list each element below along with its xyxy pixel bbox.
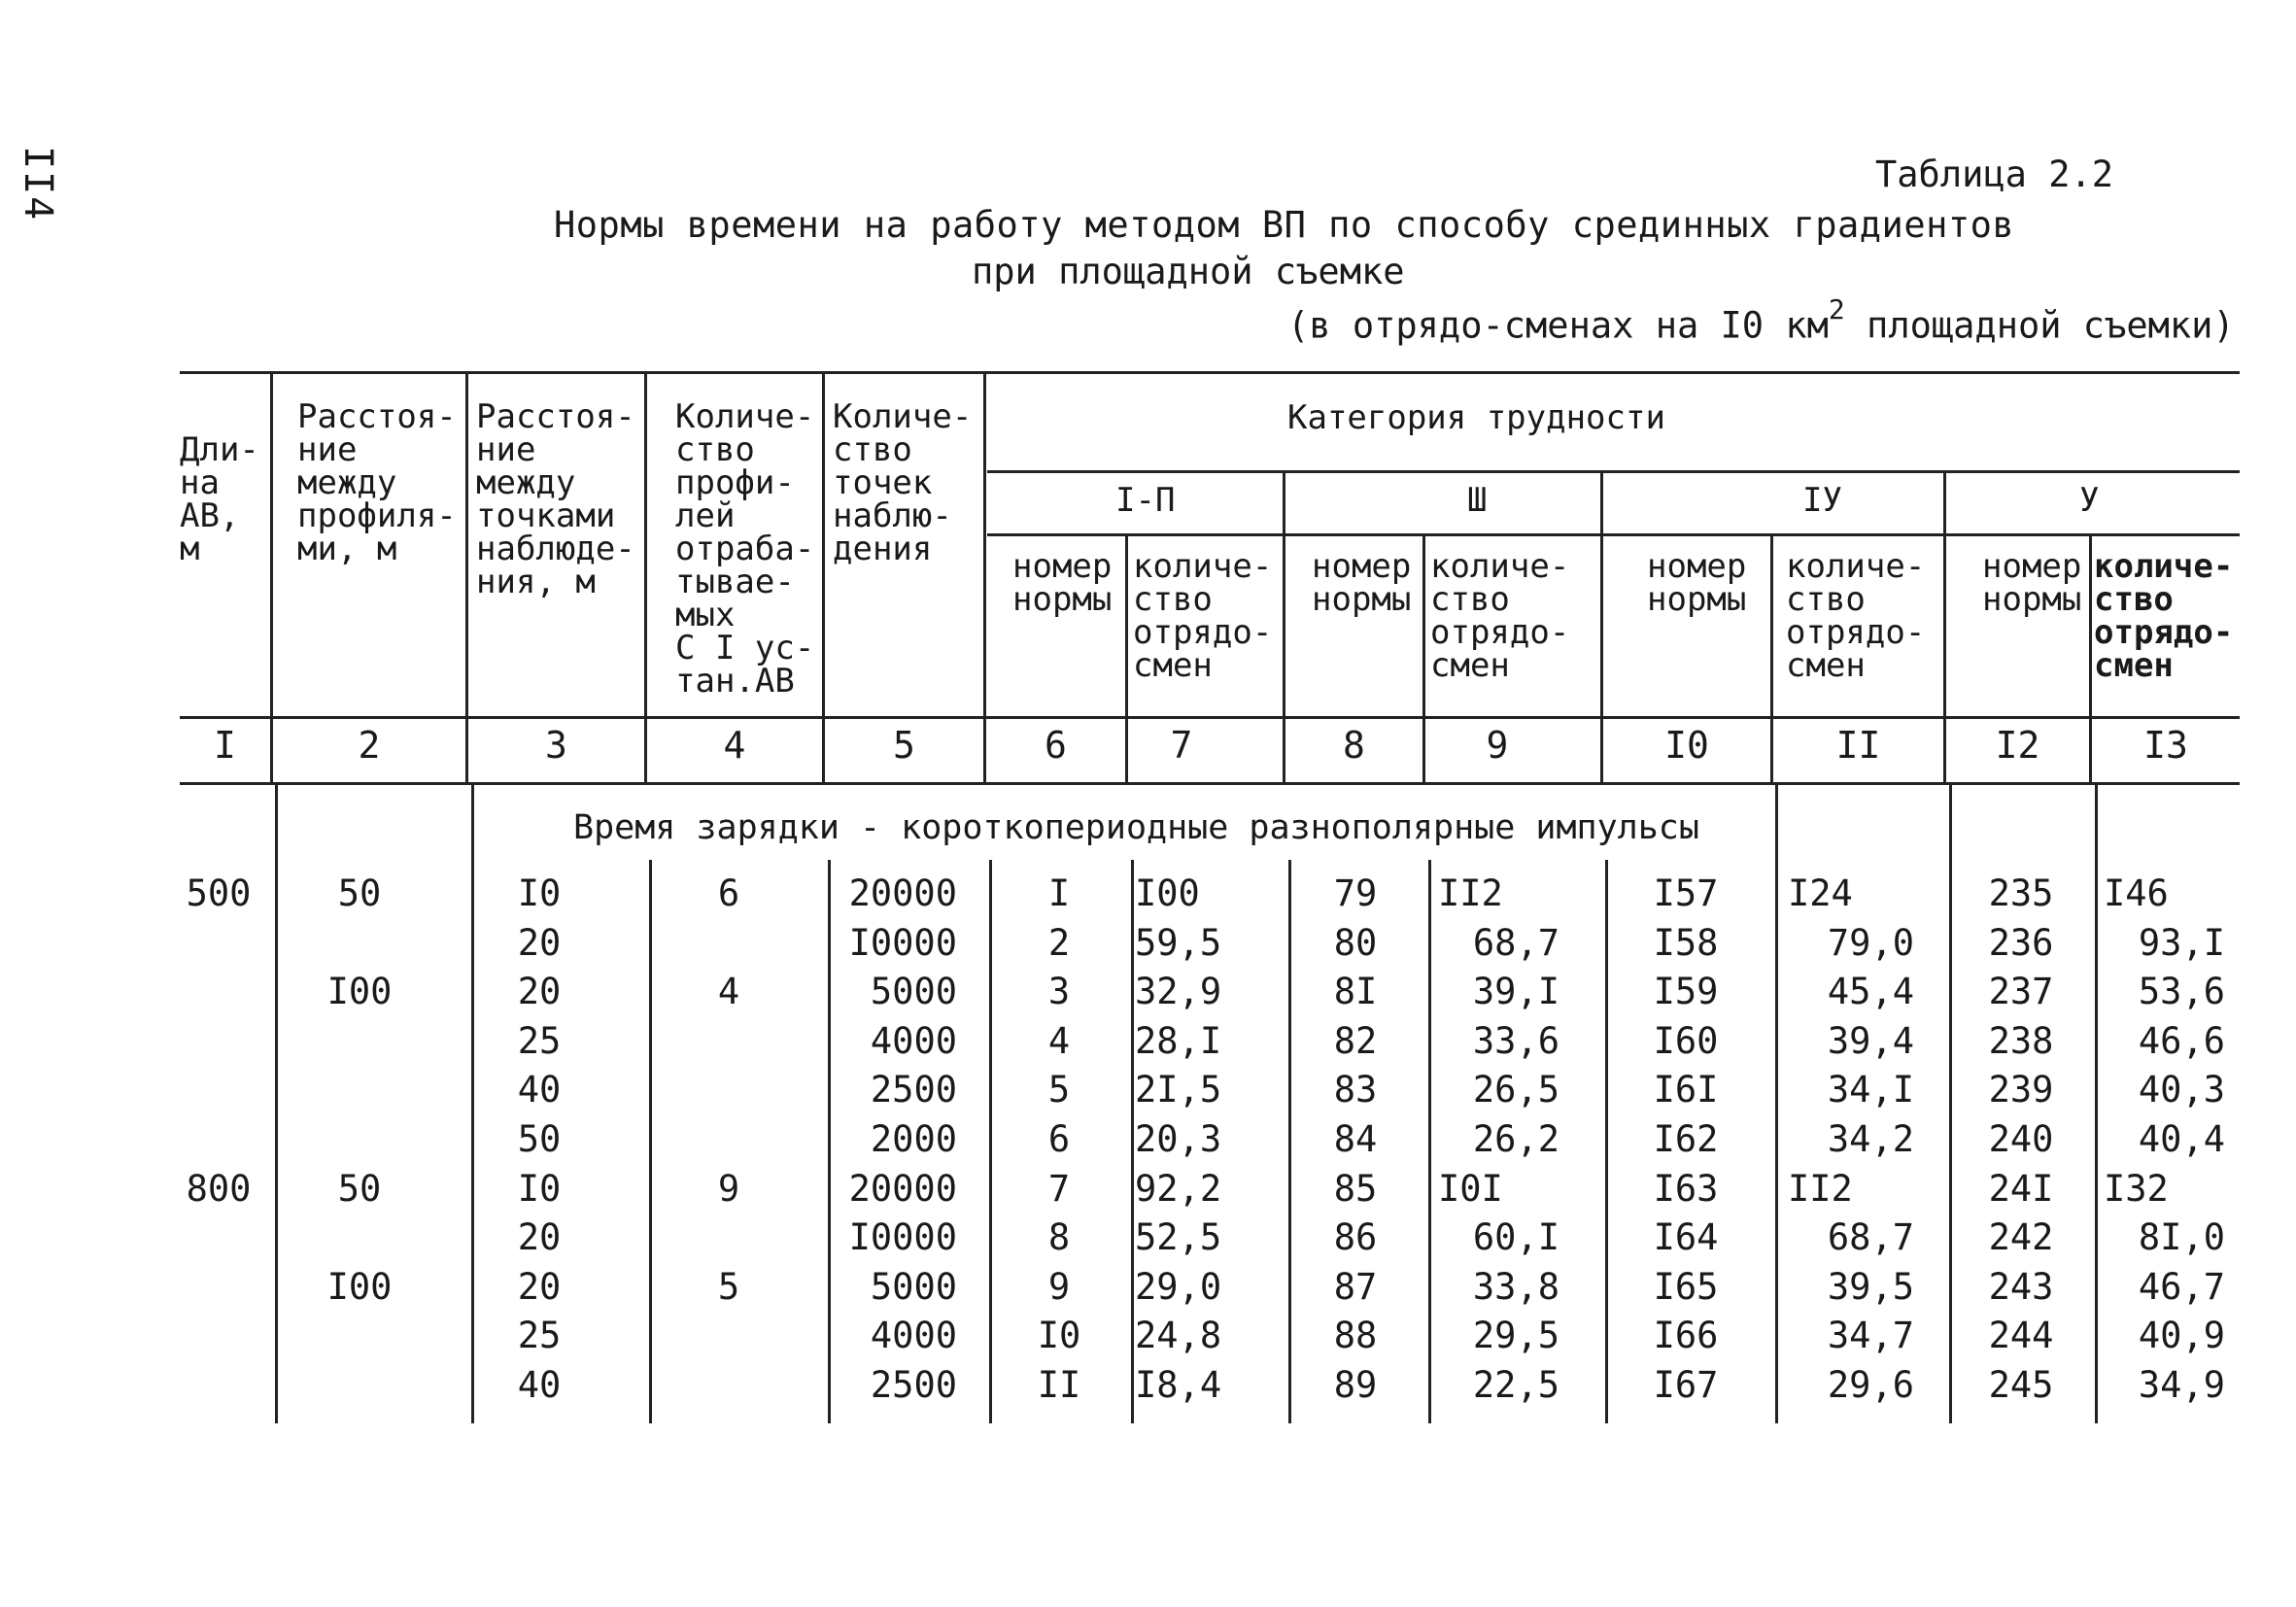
cell-npts: 5000 <box>870 971 957 1013</box>
cell-nprof: 5 <box>717 1265 740 1308</box>
cell-npts: 5000 <box>870 1265 957 1308</box>
header-group-2: Ш <box>1467 481 1488 520</box>
cell-n3: I6I <box>1653 1069 1719 1111</box>
cell-q4: 40,9 <box>2138 1315 2225 1357</box>
cell-q2: 33,6 <box>1472 1019 1559 1062</box>
cell-q1: 2I,5 <box>1135 1069 1222 1111</box>
cell-q4: 8I,0 <box>2138 1216 2225 1259</box>
section-title: Время зарядки - короткопериодные разнополярные импульсы <box>573 808 1699 847</box>
vrule-2 <box>465 371 468 716</box>
header-norm-number-2: номер нормы <box>1312 547 1412 619</box>
cell-nprof: 6 <box>717 872 740 914</box>
cell-n1: 9 <box>1047 1265 1071 1308</box>
cell-q1: 59,5 <box>1135 921 1222 964</box>
cell-n2: 82 <box>1333 1019 1378 1062</box>
cell-n4: 238 <box>1988 1019 2054 1062</box>
cell-n4: 237 <box>1988 971 2054 1013</box>
cell-q3: I24 <box>1788 872 1853 914</box>
col-number-8: 8 <box>1343 724 1365 767</box>
vrule-3 <box>644 371 647 716</box>
units-prefix: (в отрядо-сменах на I0 км <box>1287 304 1829 347</box>
cell-q1: 24,8 <box>1135 1315 1222 1357</box>
cell-n2: 80 <box>1333 921 1378 964</box>
cell-npts: 2500 <box>870 1069 957 1111</box>
cell-q1: 92,2 <box>1135 1167 1222 1210</box>
vrule-5 <box>983 371 986 716</box>
cell-q3: 68,7 <box>1827 1216 1914 1259</box>
cell-q3: 34,2 <box>1827 1118 1914 1160</box>
cell-n2: 85 <box>1333 1167 1378 1210</box>
body-vrule-1 <box>275 782 278 1423</box>
cell-n1: II <box>1037 1364 1081 1406</box>
header-norm-number-3: номер нормы <box>1647 547 1747 619</box>
cell-n3: I58 <box>1653 921 1719 964</box>
cell-n1: 5 <box>1047 1069 1071 1111</box>
group-rule <box>987 533 2240 536</box>
col-number-7: 7 <box>1170 724 1193 767</box>
cell-n2: 87 <box>1333 1265 1378 1308</box>
cell-pt: 50 <box>517 1118 562 1160</box>
cell-n3: I59 <box>1653 971 1719 1013</box>
vrule-4 <box>822 371 825 716</box>
cell-n4: 245 <box>1988 1364 2054 1406</box>
cell-prof: 50 <box>337 1167 382 1210</box>
table-title-line1: Нормы времени на работу методом ВП по способу срединных градиентов <box>554 204 2015 246</box>
units-note <box>1287 293 2235 347</box>
cell-n4: 240 <box>1988 1118 2054 1160</box>
vrule-6 <box>1283 470 1285 716</box>
table-top-rule <box>180 371 2240 374</box>
cell-n1: I0 <box>1037 1315 1081 1357</box>
col-number-5: 5 <box>893 724 915 767</box>
cell-pt: I0 <box>517 872 562 914</box>
cell-prof: I00 <box>326 971 393 1013</box>
cell-n3: I67 <box>1653 1364 1719 1406</box>
cell-n4: 243 <box>1988 1265 2054 1308</box>
cell-n1: 3 <box>1047 971 1071 1013</box>
cell-q2: 26,2 <box>1472 1118 1559 1160</box>
header-point-distance: Расстоя- ние между точками наблюде- ния, м <box>476 397 635 601</box>
cell-n3: I63 <box>1653 1167 1719 1210</box>
cell-n3: I62 <box>1653 1118 1719 1160</box>
header-ab-length: Дли- на АВ, м <box>180 430 259 568</box>
cell-q2: 26,5 <box>1472 1069 1559 1111</box>
cell-q2: 29,5 <box>1472 1315 1559 1357</box>
cell-pt: 20 <box>517 1265 562 1308</box>
cell-q2: 33,8 <box>1472 1265 1559 1308</box>
cell-pt: 40 <box>517 1069 562 1111</box>
header-group-4: У <box>2079 481 2100 520</box>
cell-q1: 52,5 <box>1135 1216 1222 1259</box>
cell-n4: 235 <box>1988 872 2054 914</box>
cell-q2: I0I <box>1438 1167 1503 1210</box>
body-vrule-4 <box>828 860 831 1423</box>
cell-n4: 236 <box>1988 921 2054 964</box>
cell-n3: I65 <box>1653 1265 1719 1308</box>
cell-pt: 20 <box>517 1216 562 1259</box>
cell-q4: I32 <box>2104 1167 2169 1210</box>
cell-nprof: 9 <box>717 1167 740 1210</box>
header-bottom-rule <box>180 716 2240 719</box>
col-number-9: 9 <box>1486 724 1509 767</box>
body-vrule-9 <box>1605 860 1608 1423</box>
vrule-10a <box>1770 533 1773 716</box>
cell-pt: 20 <box>517 921 562 964</box>
cell-npts: I0000 <box>848 921 957 964</box>
cell-n2: 79 <box>1333 872 1378 914</box>
vrule-8a <box>1422 533 1425 716</box>
cell-q4: 93,I <box>2138 921 2225 964</box>
cell-n4: 239 <box>1988 1069 2054 1111</box>
cell-npts: 20000 <box>848 1167 957 1210</box>
cell-n1: I <box>1047 872 1071 914</box>
cell-n1: 7 <box>1047 1167 1071 1210</box>
cell-prof: I00 <box>326 1265 393 1308</box>
cell-n2: 8I <box>1333 971 1378 1013</box>
category-rule <box>987 470 2240 473</box>
col-number-12: I2 <box>1995 724 2040 767</box>
cell-n1: 4 <box>1047 1019 1071 1062</box>
cell-q2: 22,5 <box>1472 1364 1559 1406</box>
body-vrule-6 <box>1131 860 1134 1423</box>
body-vrule-5 <box>989 860 992 1423</box>
cell-nprof: 4 <box>717 971 740 1013</box>
col-number-11: II <box>1835 724 1881 767</box>
cell-n2: 86 <box>1333 1216 1378 1259</box>
numbers-bottom-rule <box>180 782 2240 785</box>
cell-prof: 50 <box>337 872 382 914</box>
body-vrule-11 <box>1949 782 1952 1423</box>
header-norm-number-1: номер нормы <box>1012 547 1113 619</box>
cell-q1: 29,0 <box>1135 1265 1222 1308</box>
cell-n2: 89 <box>1333 1364 1378 1406</box>
cell-q4: 46,7 <box>2138 1265 2225 1308</box>
header-shift-qty-4: количе- ство отрядо- смен <box>2094 547 2234 685</box>
header-shift-qty-2: количе- ство отрядо- смен <box>1430 547 1570 685</box>
cell-n4: 242 <box>1988 1216 2054 1259</box>
col-number-3: 3 <box>545 724 567 767</box>
cell-n4: 244 <box>1988 1315 2054 1357</box>
col-number-4: 4 <box>723 724 746 767</box>
page-number: II4 <box>16 146 60 222</box>
cell-pt: 40 <box>517 1364 562 1406</box>
cell-q3: II2 <box>1788 1167 1853 1210</box>
cell-n1: 2 <box>1047 921 1071 964</box>
body-vrule-8 <box>1428 860 1431 1423</box>
col-number-6: 6 <box>1045 724 1067 767</box>
vrule-7 <box>1600 470 1603 716</box>
cell-pt: I0 <box>517 1167 562 1210</box>
vrule-6a <box>1125 533 1128 716</box>
cell-q4: 53,6 <box>2138 971 2225 1013</box>
cell-n2: 83 <box>1333 1069 1378 1111</box>
col-number-2: 2 <box>358 724 381 767</box>
cell-q1: I8,4 <box>1135 1364 1222 1406</box>
cell-q4: 46,6 <box>2138 1019 2225 1062</box>
cell-n1: 6 <box>1047 1118 1071 1160</box>
units-superscript: 2 <box>1828 293 1845 325</box>
cell-n2: 84 <box>1333 1118 1378 1160</box>
cell-npts: 4000 <box>870 1315 957 1357</box>
cell-q2: 68,7 <box>1472 921 1559 964</box>
cell-q1: I00 <box>1135 872 1200 914</box>
cell-pt: 25 <box>517 1019 562 1062</box>
cell-q1: 20,3 <box>1135 1118 1222 1160</box>
vrule-1 <box>270 371 273 716</box>
body-vrule-12 <box>2095 782 2098 1423</box>
cell-npts: 4000 <box>870 1019 957 1062</box>
table-label: Таблица 2.2 <box>1875 154 2114 195</box>
cell-n3: I57 <box>1653 872 1719 914</box>
cell-ab: 500 <box>186 872 252 914</box>
cell-q4: 34,9 <box>2138 1364 2225 1406</box>
vrule-8 <box>1943 470 1946 716</box>
cell-n2: 88 <box>1333 1315 1378 1357</box>
cell-n3: I66 <box>1653 1315 1719 1357</box>
header-profile-distance: Расстоя- ние между профиля- ми, м <box>297 397 457 568</box>
cell-q3: 79,0 <box>1827 921 1914 964</box>
cell-q1: 32,9 <box>1135 971 1222 1013</box>
cell-q3: 45,4 <box>1827 971 1914 1013</box>
cell-q4: 40,4 <box>2138 1118 2225 1160</box>
cell-npts: 2000 <box>870 1118 957 1160</box>
cell-n1: 8 <box>1047 1216 1071 1259</box>
header-difficulty-category: Категория трудности <box>1287 398 1665 437</box>
col-number-10: I0 <box>1664 724 1709 767</box>
cell-q1: 28,I <box>1135 1019 1222 1062</box>
cell-ab: 800 <box>186 1167 252 1210</box>
header-profile-count: Количе- ство профи- лей отраба- тывае- мых С I ус- тан.АВ <box>675 397 815 701</box>
cell-n4: 24I <box>1988 1167 2054 1210</box>
header-group-3: IУ <box>1802 481 1842 520</box>
cell-q3: 34,7 <box>1827 1315 1914 1357</box>
cell-pt: 25 <box>517 1315 562 1357</box>
cell-q3: 29,6 <box>1827 1364 1914 1406</box>
units-suffix: площадной съемки) <box>1844 304 2235 347</box>
cell-npts: 20000 <box>848 872 957 914</box>
cell-n3: I60 <box>1653 1019 1719 1062</box>
cell-q2: 60,I <box>1472 1216 1559 1259</box>
cell-q3: 39,5 <box>1827 1265 1914 1308</box>
header-group-1: I-П <box>1115 481 1176 520</box>
cell-pt: 20 <box>517 971 562 1013</box>
body-vrule-7 <box>1288 860 1291 1423</box>
col-number-13: I3 <box>2143 724 2188 767</box>
header-shift-qty-3: количе- ство отрядо- смен <box>1786 547 1926 685</box>
cell-npts: 2500 <box>870 1364 957 1406</box>
cell-n3: I64 <box>1653 1216 1719 1259</box>
header-point-count: Количе- ство точек наблю- дения <box>833 397 973 568</box>
cell-q4: I46 <box>2104 872 2169 914</box>
cell-q2: 39,I <box>1472 971 1559 1013</box>
body-vrule-2 <box>471 782 474 1423</box>
vrule-12a <box>2089 533 2092 716</box>
header-shift-qty-1: количе- ство отрядо- смен <box>1133 547 1273 685</box>
cell-q3: 39,4 <box>1827 1019 1914 1062</box>
body-vrule-3 <box>649 860 652 1423</box>
col-number-1: I <box>214 724 236 767</box>
body-vrule-10 <box>1775 782 1778 1423</box>
cell-q4: 40,3 <box>2138 1069 2225 1111</box>
cell-q2: II2 <box>1438 872 1503 914</box>
cell-q3: 34,I <box>1827 1069 1914 1111</box>
table-title-line2: при площадной съемке <box>972 251 1405 292</box>
header-norm-number-4: номер нормы <box>1982 547 2082 619</box>
cell-npts: I0000 <box>848 1216 957 1259</box>
